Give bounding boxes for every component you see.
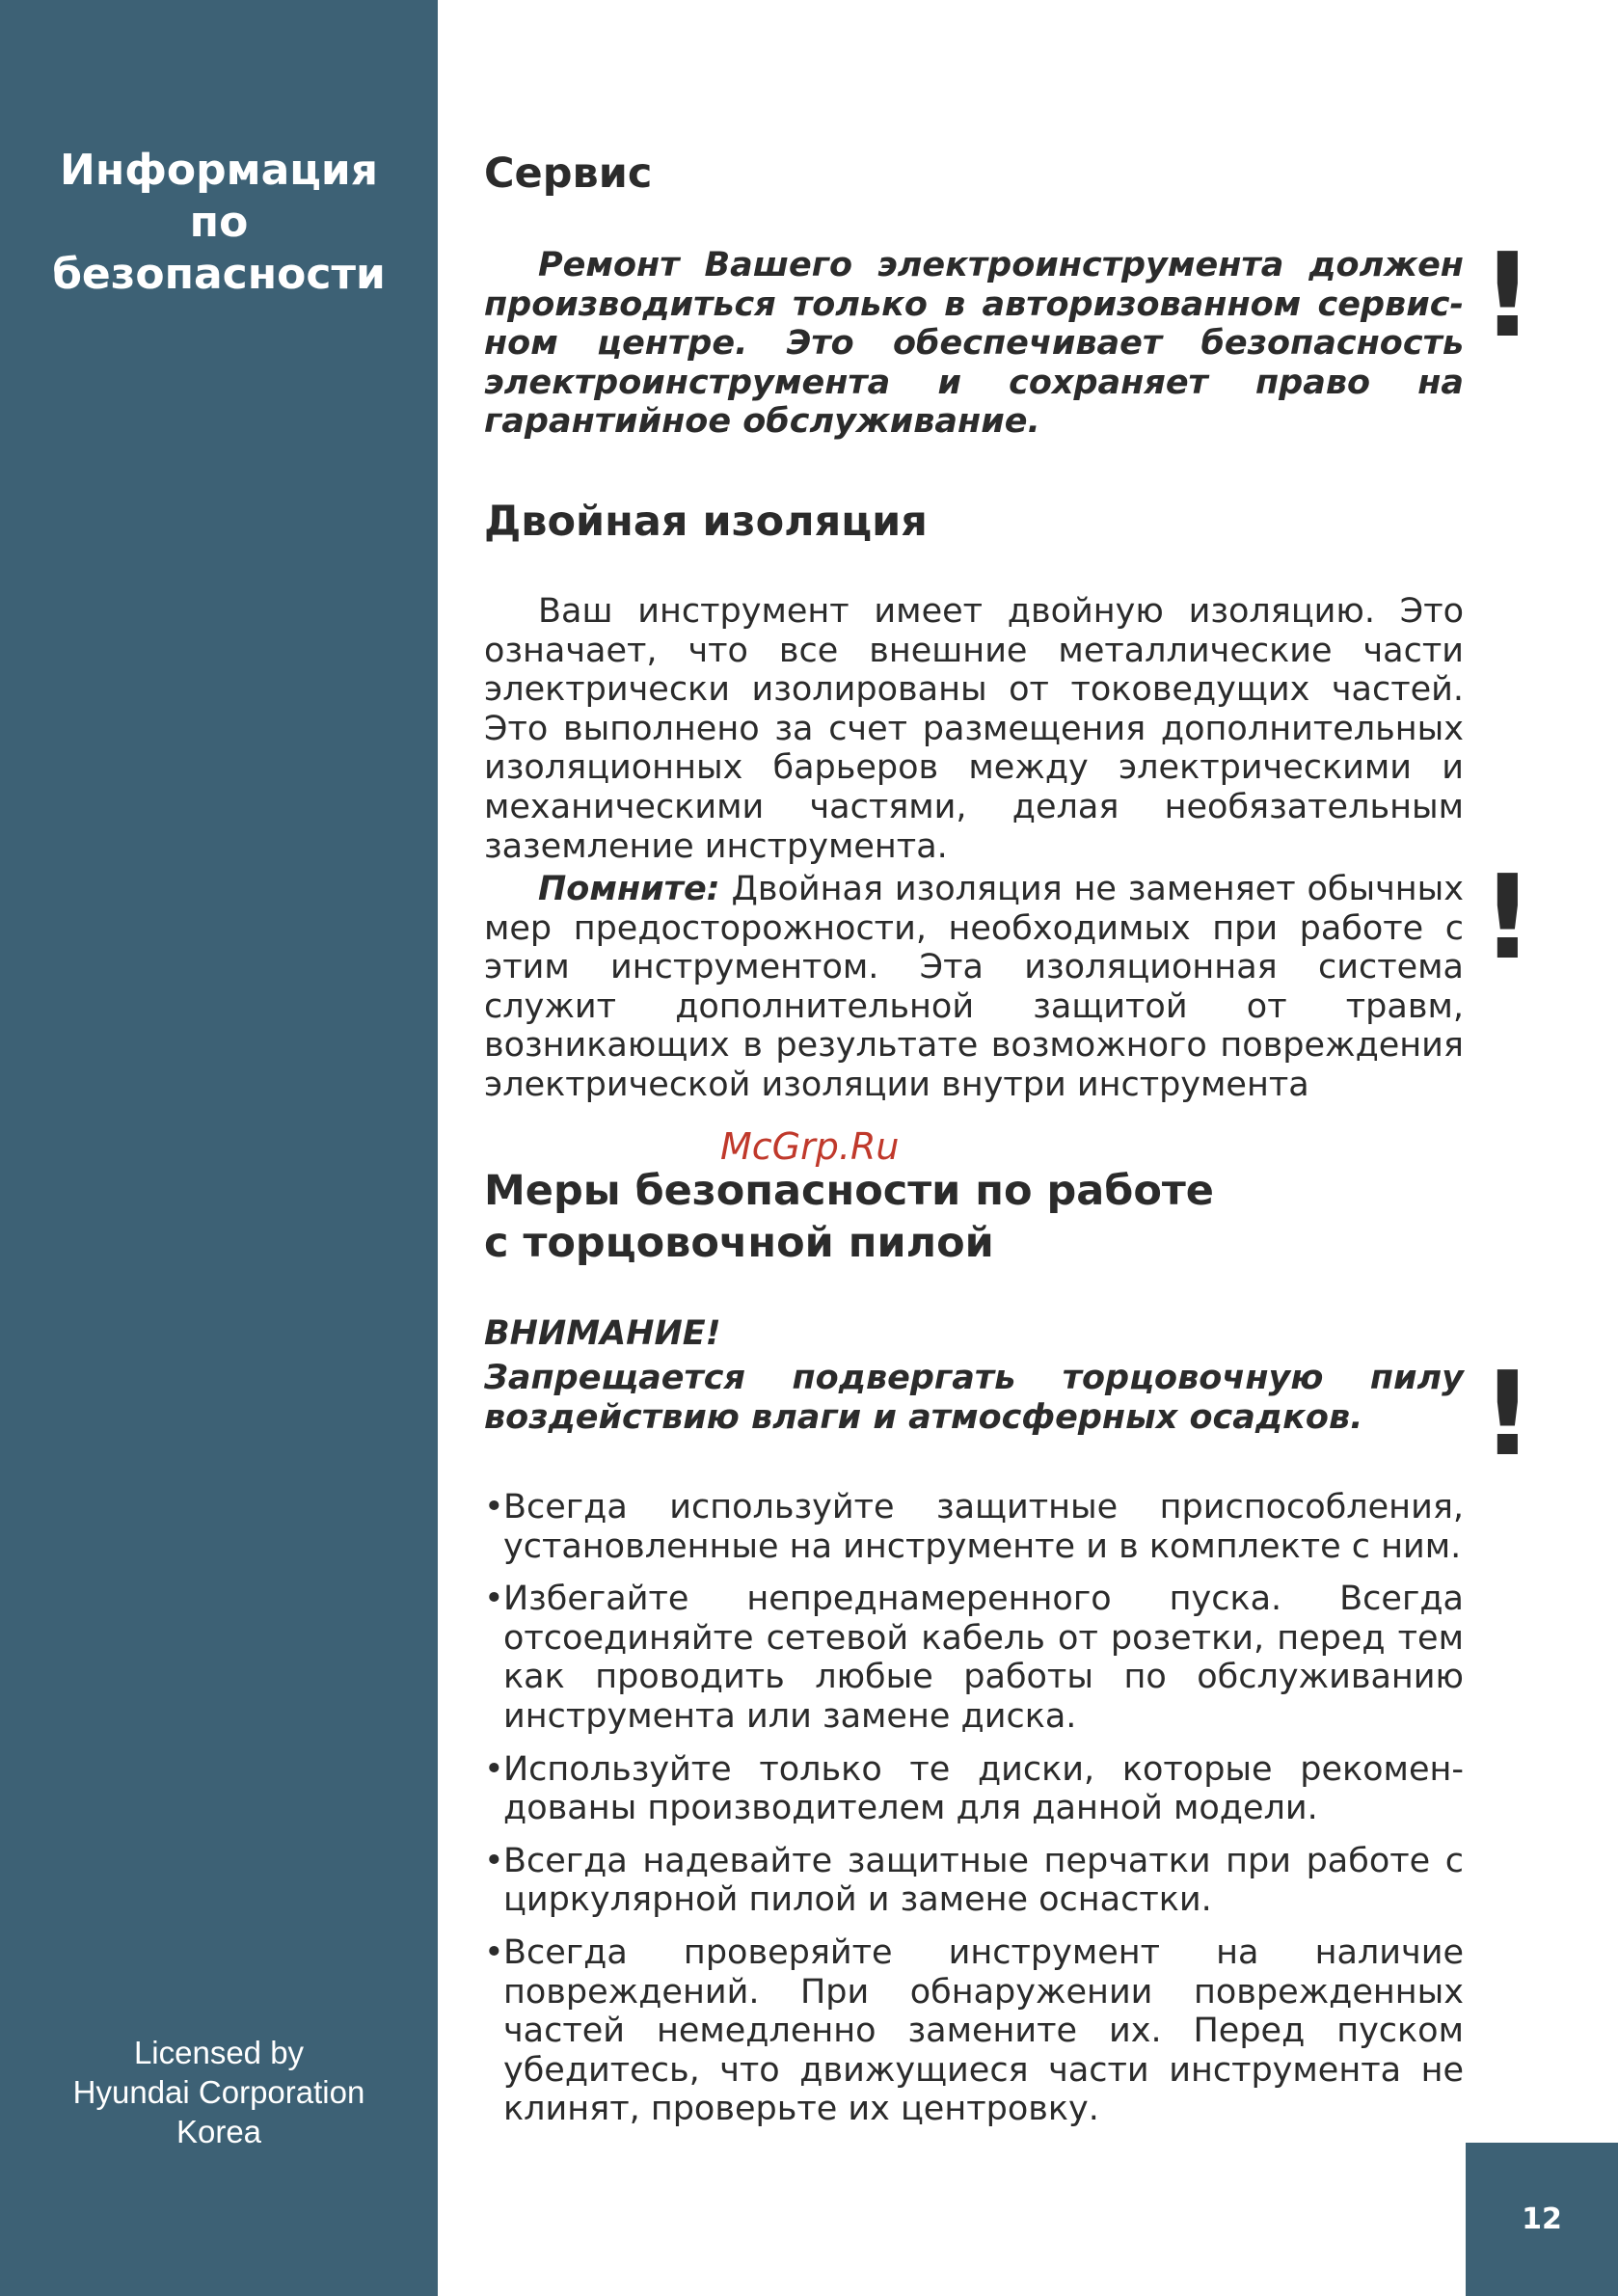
remember-paragraph [484, 870, 1464, 1105]
remember-text: Двойная изоляция не заменяет обычных мер предосторожности, необходимых при работе с этим инструментом. Эта изоляционная система служит дополнительной защитой от травм, возникающих в результате возможного повреждения электрической изоляции внутри инструмента [484, 870, 1464, 1104]
page-number [1466, 2143, 1618, 2296]
bullet-text: Всегда проверяйте инструмент на наличие повреждений. При обнаружении поврежденных частей немедленно замените их. Перед пуском убедитесь, что движущиеся части инструмента не клинят, проверьте их центровку. [503, 1932, 1464, 2129]
service-text: Ремонт Вашего электроинструмента должен производиться только в авторизованном сервис-ном центре. Это обеспечивает безопасность электроинструмента и сохраняет право на гарантийное обслуживание. [484, 246, 1464, 442]
exclamation-icon: ! [1481, 1348, 1534, 1482]
sidebar-title-line: безопасности [52, 250, 386, 299]
heading-saw-safety [484, 1165, 1464, 1269]
license-note [0, 2033, 438, 2151]
safety-bullet-list [484, 1488, 1464, 2143]
list-item: • Всегда используйте защитные приспособления, установленные на инструменте и в комплекте с ним. [484, 1488, 1464, 1566]
list-item: • Всегда проверяйте инструмент на наличие повреждений. При обнаружении поврежденных частей немедленно замените их. Перед пуском убедитесь, что движущиеся части инструмента не клинят, проверьте их центровку. [484, 1932, 1464, 2129]
heading-saw-line: с торцовочной пилой [484, 1219, 994, 1267]
heading-double-insulation: Двойная изоляция [484, 498, 928, 546]
list-item: • Избегайте непреднамеренного пуска. Всегда отсоединяйте сетевой кабель от розетки, перед тем как проводить любые работы по обслуживанию инструмента или замене диска. [484, 1580, 1464, 1736]
warning-label: ВНИМАНИЕ! [484, 1314, 721, 1353]
list-item: • Используйте только те диски, которые рекомен-дованы производителем для данной модели. [484, 1749, 1464, 1828]
list-item: • Всегда надевайте защитные перчатки при работе с циркулярной пилой и замене оснастки. [484, 1841, 1464, 1920]
exclamation-icon: ! [1481, 851, 1534, 986]
exclamation-icon: ! [1481, 230, 1534, 364]
license-line: Korea [175, 2114, 262, 2149]
bullet-text: Всегда используйте защитные приспособления, установленные на инструменте и в комплекте с ним. [503, 1488, 1464, 1566]
heading-saw-line: Меры безопасности по работе [484, 1167, 1214, 1215]
double-insulation-text: Ваш инструмент имеет двойную изоляцию. Это означает, что все внешние металлические части электрически изолированы от токоведущих частей. Это выполнено за счет размещения дополнительных изоляционных барьеров между электрическими и механическими частями, делая необязательным заземление инструмента. [484, 592, 1464, 866]
license-line: Licensed by [133, 2035, 305, 2070]
bullet-text: Используйте только те диски, которые рекомен-дованы производителем для данной модели. [503, 1749, 1464, 1828]
heading-service: Сервис [484, 149, 653, 198]
watermark: McGrp.Ru [720, 1125, 900, 1168]
warning-text: Запрещается подвергать торцовочную пилу воздействию влаги и атмосферных осадков. [484, 1359, 1464, 1437]
page-number-text: 12 [1522, 2202, 1562, 2236]
remember-label: Помните: [538, 870, 720, 908]
sidebar-title [0, 145, 438, 301]
sidebar-title-line: Информация [60, 146, 378, 195]
sidebar [0, 0, 438, 2296]
license-line: Hyundai Corporation [72, 2074, 365, 2110]
bullet-text: Избегайте непреднамеренного пуска. Всегда отсоединяйте сетевой кабель от розетки, перед тем как проводить любые работы по обслуживанию инструмента или замене диска. [503, 1580, 1464, 1736]
bullet-text: Всегда надевайте защитные перчатки при работе с циркулярной пилой и замене оснастки. [503, 1841, 1464, 1920]
sidebar-title-line: по [189, 198, 249, 247]
